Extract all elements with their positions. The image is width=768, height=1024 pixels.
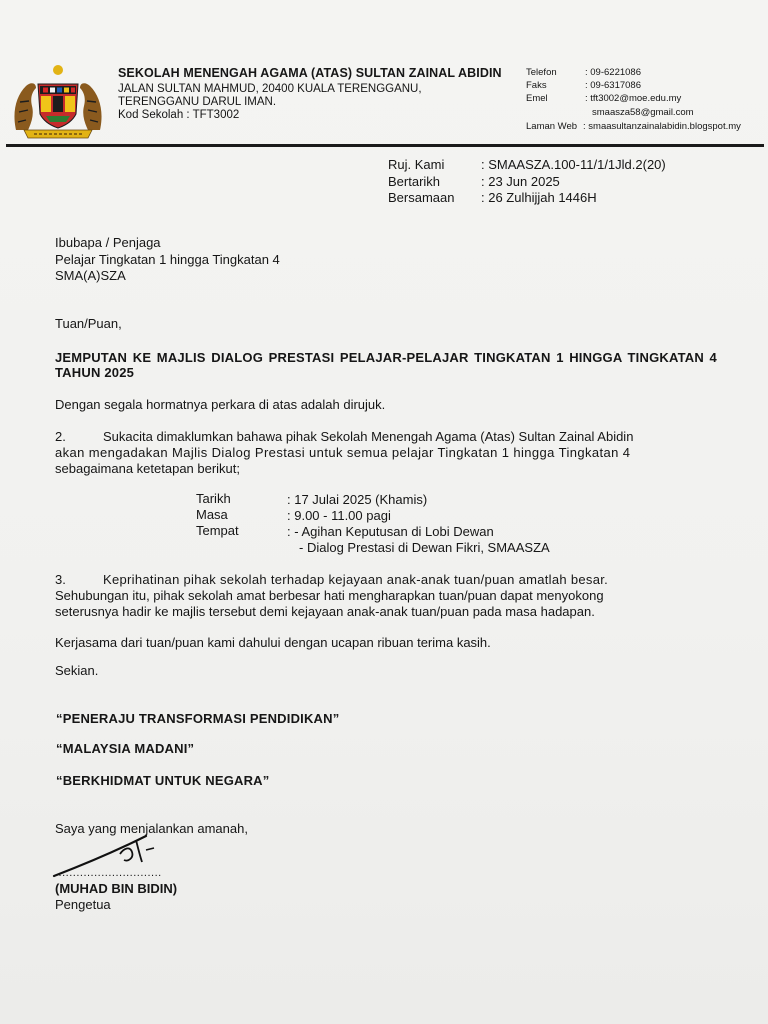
letterhead-divider [6,144,764,147]
faks-label: Faks [526,80,547,91]
school-code: Kod Sekolah : TFT3002 [118,109,240,121]
signature-dots: .............................. [55,867,162,879]
para2-line-1: Sukacita dimaklumkan bahawa pihak Sekolah Menengah Agama (Atas) Sultan Zainal Abidin [103,429,634,444]
telefon-value: : 09-6221086 [585,67,641,78]
web-value: : smaasultanzainalabidin.blogspot.my [583,121,741,132]
tempat-value-2: - Dialog Prestasi di Dewan Fikri, SMAASZA [299,540,550,555]
para2-number: 2. [55,429,66,444]
telefon-label: Telefon [526,67,557,78]
hijri-label: Bersamaan [388,190,455,205]
masa-value: : 9.00 - 11.00 pagi [287,508,391,523]
date-value: : 23 Jun 2025 [481,174,560,189]
faks-value: : 09-6317086 [585,80,641,91]
para3-line-3: seterusnya hadir ke majlis tersebut demi kejayaan anak-anak tuan/puan pada masa hadapan. [55,604,595,619]
school-address-line-1: JALAN SULTAN MAHMUD, 20400 KUALA TERENGGANU, [118,83,422,95]
slogan-2: “MALAYSIA MADANI” [56,741,195,756]
slogan-1: “PENERAJU TRANSFORMASI PENDIDIKAN” [56,711,340,726]
emel-value-1: : tft3002@moe.edu.my [585,93,682,104]
web-label: Laman Web [526,121,578,132]
tempat-value-1: : - Agihan Keputusan di Lobi Dewan [287,524,494,539]
ruj-value: : SMAASZA.100-11/1/1Jld.2(20) [481,157,666,172]
emel-label: Emel [526,93,548,104]
recipient-line-3: SMA(A)SZA [55,268,126,283]
tempat-label: Tempat [196,523,239,538]
signatory-title: Pengetua [55,897,111,912]
closing-line: Sekian. [55,663,99,678]
para3-line-1: Keprihatinan pihak sekolah terhadap kejayaan anak-anak tuan/puan amatlah besar. [103,572,609,587]
school-address-line-2: TERENGGANU DARUL IMAN. [118,96,277,108]
tarikh-label: Tarikh [196,491,231,506]
hijri-value: : 26 Zulhijjah 1446H [481,190,597,205]
para2-line-3: sebagaimana ketetapan berikut; [55,461,241,476]
para3-line-2: Sehubungan itu, pihak sekolah amat berbesar hati mengharapkan tuan/puan dapat menyokong [55,588,604,603]
date-label: Bertarikh [388,174,441,189]
malaysia-coat-of-arms-logo [10,62,106,140]
school-name: SEKOLAH MENENGAH AGAMA (ATAS) SULTAN ZAINAL ABIDIN [118,66,502,80]
ruj-label: Ruj. Kami [388,157,445,172]
subject-title: JEMPUTAN KE MAJLIS DIALOG PRESTASI PELAJAR-PELAJAR TINGKATAN 1 HINGGA TINGKATAN 4 TAHUN 2025 [55,350,717,380]
recipient-line-2: Pelajar Tingkatan 1 hingga Tingkatan 4 [55,252,280,267]
opening-line: Dengan segala hormatnya perkara di atas adalah dirujuk. [55,397,386,412]
masa-label: Masa [196,507,228,522]
recipient-line-1: Ibubapa / Penjaga [55,235,161,250]
slogan-3: “BERKHIDMAT UNTUK NEGARA” [56,773,270,788]
signatory-name: (MUHAD BIN BIDIN) [55,881,178,896]
salutation: Tuan/Puan, [55,316,122,331]
para3-number: 3. [55,572,66,587]
tarikh-value: : 17 Julai 2025 (Khamis) [287,492,428,507]
thanks-line: Kerjasama dari tuan/puan kami dahului dengan ucapan ribuan terima kasih. [55,635,491,650]
emel-value-2: smaasza58@gmail.com [592,107,694,118]
para2-line-2: akan mengadakan Majlis Dialog Prestasi untuk semua pelajar Tingkatan 1 hingga Tingkatan 4 [55,445,631,460]
signature-intro: Saya yang menjalankan amanah, [55,821,248,836]
